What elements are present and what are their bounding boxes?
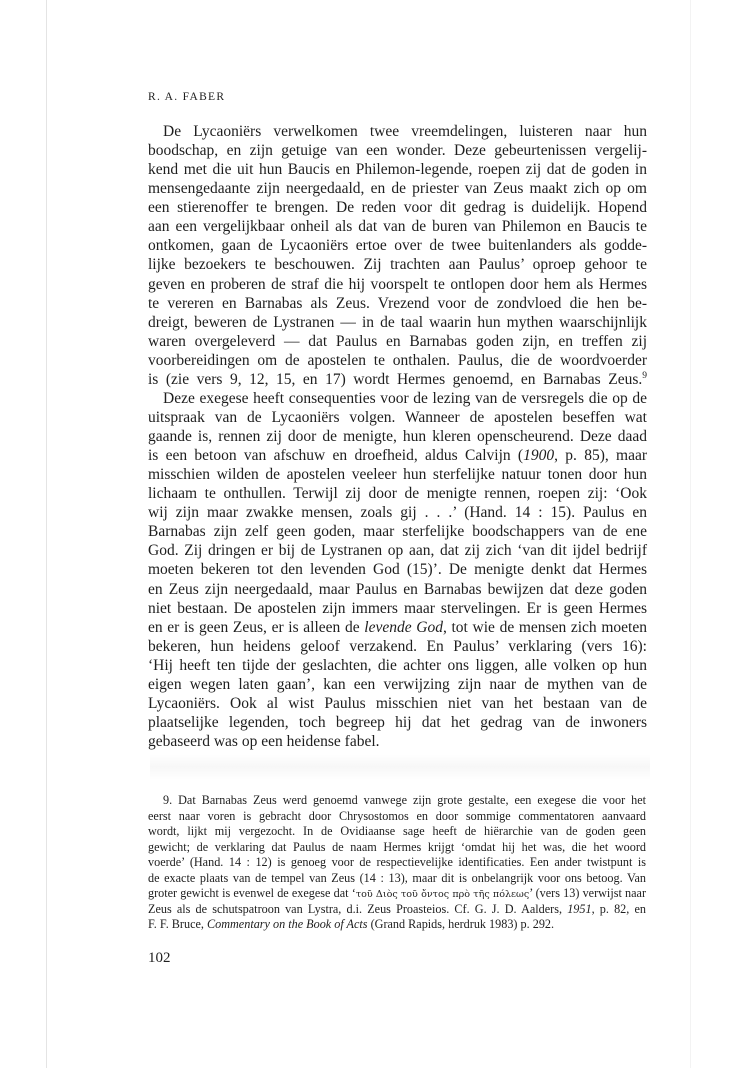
body-line: een stierenoffer te brengen. De reden voor dit gedrag is duidelijk. Hopend [148, 199, 647, 217]
body-line: uitspraak van de Lycaoniërs volgen. Wanneer de apostelen beseffen wat [148, 408, 647, 426]
line-text: is een betoon van afschuw en droefheid, aldus Calvijn ( [148, 447, 524, 465]
line-text: , p. 85), maar [554, 447, 647, 465]
body-line: gebaseerd was op een heidense fabel. [148, 733, 380, 750]
body-line [148, 618, 647, 637]
line-text: F. F. Bruce, [148, 917, 207, 931]
body-line: voorbereidingen om de apostelen te onthalen. Paulus, die de woordvoerder [148, 351, 647, 369]
footnote-line [148, 793, 646, 809]
body-line: boodschap, en zijn getuige van een wonder. Deze gebeurtenissen vergelij- [148, 142, 647, 160]
footnote [148, 793, 646, 933]
line-text: is (zie vers 9, 12, 15, en 17) wordt Hermes genoemd, en Barnabas Zeus. [148, 370, 643, 388]
body-line: mensengedaante zijn neergedaald, en de priester van Zeus maakt zich op om [148, 180, 647, 198]
paragraph-2 [148, 389, 647, 751]
line-text: , tot wie de mensen zich moeten [442, 618, 647, 636]
body-line: ‘Hij heeft ten tijde der geslachten, die achter ons liggen, alle volken op hun [148, 656, 647, 674]
footnote-line: de exacte plaats van de tempel van Zeus (14 : 13), maar dit is onbelangrijk voor ons betoog. Van [148, 870, 646, 885]
body-line: moeten bekeren tot den levenden God (15)’. De menigte denkt dat Hermes [148, 561, 647, 579]
body-line: te vereren en Barnabas als Zeus. Vrezend voor de zondvloed die hen be- [148, 294, 647, 312]
footnote-line: gewicht; de verklaring dat Paulus de naam Hermes krijgt ‘omdat hij het was, die het woord [148, 839, 646, 854]
footnote-line: voerde’ (Hand. 14 : 12) is genoeg voor de respectievelijke identificaties. Een ander twistpunt is [148, 855, 646, 869]
emphasis: levende God [364, 618, 443, 636]
body-line: wij zijn maar zwakke mensen, zoals gij . . .’ (Hand. 14 : 15). Paulus en [148, 504, 647, 522]
footnote-number: 9. [163, 793, 173, 807]
body-line: aan een vergelijkbaar onheil als dat van de buren van Philemon en Baucis te [148, 218, 647, 236]
footnote-line [148, 917, 646, 933]
greek-quotation: τοῦ Διὸς τοῦ ὄντος πρὸ τῆς πόλεως [355, 889, 530, 900]
body-line [148, 446, 647, 465]
book-title: Commentary on the Book of Acts [206, 917, 368, 931]
line-text: , p. 82, en [591, 901, 646, 916]
body-line: bekeren, hun heidens geloof verzakend. En Paulus’ verklaring (vers 16): [148, 637, 647, 655]
body-line: De Lycaoniërs verwelkomen twee vreemdelingen, luisteren naar hun [163, 123, 647, 140]
footnote-line [148, 902, 646, 918]
footnote-line: wordt, lijkt mij vergezocht. In de Ovidiaanse sage heeft de hiërarchie van de goden geen [148, 824, 646, 838]
citation-year: 1951 [567, 901, 592, 916]
body-line: Lycaoniërs. Ook al wist Paulus misschien niet van het bestaan van de [148, 694, 647, 712]
body-line: Deze exegese heeft consequenties voor de lezing van de versregels die op de [163, 389, 647, 407]
line-text: (Grand Rapids, herdruk 1983) p. 292. [367, 917, 555, 931]
line-text: ’ (vers 13) verwijst naar [529, 886, 646, 900]
body-line: plaatselijke legenden, toch begreep hij dat het gedrag van de inwoners [148, 713, 647, 731]
page-edge-shadow-right [690, 0, 691, 1068]
footnote-reference: 9 [642, 370, 647, 381]
body-line: gaande is, rennen zij door de menigte, hun kleren openscheurend. Deze daad [148, 428, 647, 445]
page-number: 102 [148, 950, 171, 966]
page-edge-shadow-left [46, 0, 47, 1068]
body-line: lichaam te onthullen. Terwijl zij door de menigte rennen, roepen zij: ‘Ook [148, 485, 647, 503]
body-line: en Zeus zijn neergedaald, maar Paulus en Barnabas bewijzen dat deze goden [148, 580, 647, 598]
body-text [148, 122, 647, 751]
body-line: Barnabas zijn zelf geen goden, maar sterfelijke boodschappers van de ene [148, 523, 647, 541]
line-text: Dat Barnabas Zeus werd genoemd vanwege zijn grote gestalte, een exegese die voor het [178, 793, 647, 807]
body-line: waren overgeleverd — dat Paulus en Barnabas goden zijn, en treffen zij [148, 332, 647, 350]
scan-smudge [150, 754, 650, 780]
running-head-author: R. A. FABER [148, 91, 226, 103]
body-line: geven en proberen de straf die hij voorspelt te ontlopen door hem als Hermes [148, 275, 647, 293]
citation-year: 1900 [523, 447, 555, 465]
body-line: dreigt, beweren de Lystranen — in de taal waarin hun mythen waarschijnlijk [148, 313, 647, 331]
body-line: God. Zij dringen er bij de Lystranen op aan, dat zij zich ‘van dit ijdel bedrijf [148, 542, 647, 560]
paragraph-1 [148, 122, 647, 389]
line-text: Zeus als de schutspatroon van Lystra, d.i. Zeus Proasteios. Cf. G. J. D. Aalders, [148, 901, 568, 916]
line-text: en er is geen Zeus, er is alleen de [148, 618, 365, 636]
body-line: ontkomen, gaan de Lycaoniërs ertoe over de twee buitenlanders als godde- [148, 237, 647, 255]
body-line: kend met die uit hun Baucis en Philemon-legende, roepen zij dat de goden in [148, 161, 647, 179]
footnote-line [148, 886, 646, 902]
line-text: groter gewicht is evenwel de exegese dat ‘ [148, 886, 356, 900]
body-line: misschien wilden de apostelen veeleer hun sterfelijke natuur tonen door hun [148, 466, 647, 484]
body-line: lijke bezoekers te beschouwen. Zij trachten aan Paulus’ oproep gehoor te [148, 256, 647, 274]
body-line: eigen wegen laten gaan’, kan een verwijzing zijn naar de mythen van de [148, 675, 647, 693]
footnote-line: eerst naar voren is gebracht door Chrysostomos en door sommige commentatoren aanvaard [148, 808, 646, 823]
body-line [148, 370, 647, 389]
body-line: niet bestaan. De apostelen zijn immers maar stervelingen. Er is geen Hermes [148, 599, 647, 617]
